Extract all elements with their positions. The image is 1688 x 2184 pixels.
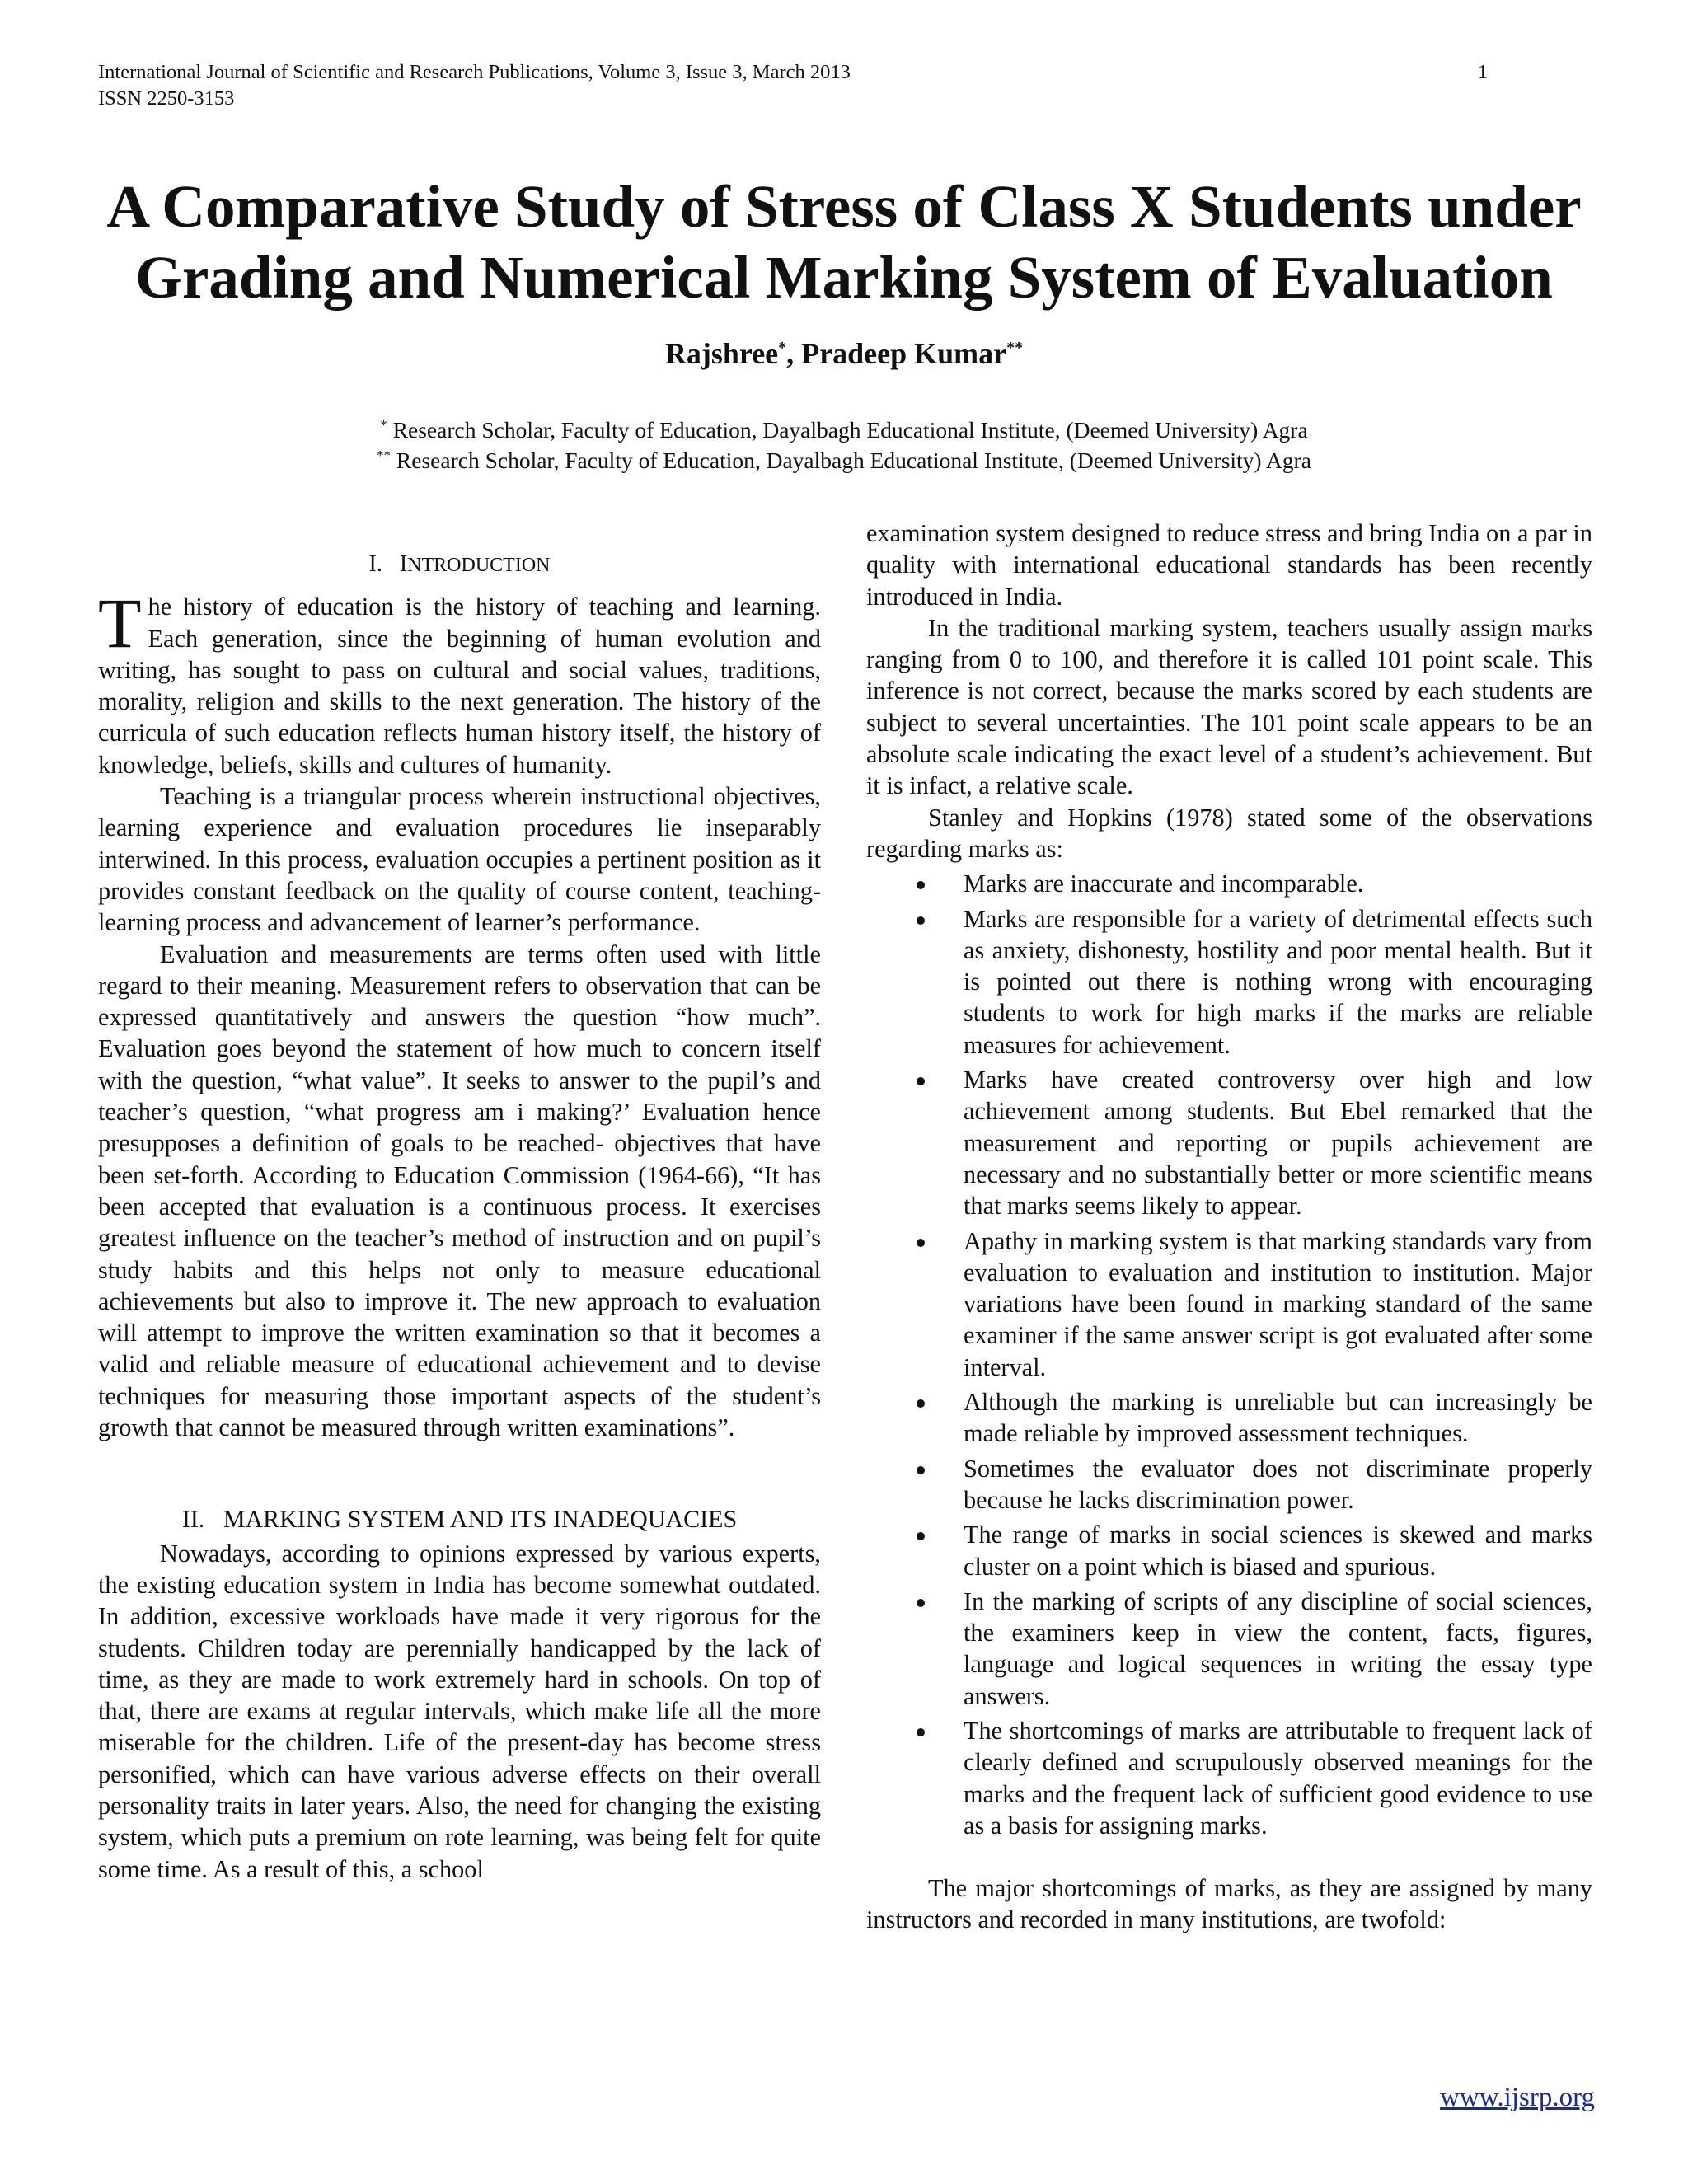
bullet-icon bbox=[917, 1599, 925, 1607]
marking-paragraph-1: Nowadays, according to opinions expressed by various experts, the existing education system in India has become somewhat outdated. In addition, excessive workloads have made it very rigorous for the students. Children today are perennially handicapped by the lack of time, as they are made to work extremely hard in schools. On top of that, there are exams at regular intervals, which make life all the more miserable for the children. Life of the present-day has become stress personified, which can have various adverse effects on their overall personality traits in later years. Also, the need for changing the existing system, which puts a premium on rote learning, was being felt for quite some time. As a result of this, a school bbox=[98, 1539, 821, 1883]
page-number: 1 bbox=[1477, 61, 1488, 83]
affiliation-1-mark: * bbox=[380, 417, 387, 433]
issn: ISSN 2250-3153 bbox=[98, 87, 235, 110]
right-column bbox=[866, 518, 1592, 1936]
affiliation-1-text: Research Scholar, Faculty of Education, Dayalbagh Educational Institute, (Deemed University) Agra bbox=[387, 417, 1308, 443]
author-list bbox=[0, 336, 1688, 371]
marking-paragraph-2: In the traditional marking system, teachers usually assign marks ranging from 0 to 100, and therefore it is called 101 point scale. This inference is not correct, because the marks scored by each students are subject to several uncertainties. The 101 point scale appears to be an absolute scale indicating the exact level of a student’s achievement. But it is infact, a relative scale. bbox=[866, 613, 1592, 800]
affiliation-2-text: Research Scholar, Faculty of Education, Dayalbagh Educational Institute, (Deemed University) Agra bbox=[391, 448, 1311, 474]
list-item: In the marking of scripts of any discipline of social sciences, the examiners keep in view the content, facts, figures, language and logical sequences in writing the essay type answers. bbox=[866, 1586, 1592, 1712]
observations-list bbox=[866, 868, 1592, 1841]
affiliation-2 bbox=[0, 448, 1688, 474]
section-1-number: I. bbox=[368, 551, 382, 577]
drop-cap: T bbox=[98, 583, 142, 663]
intro-paragraph-1 bbox=[98, 583, 821, 780]
section-2-title: MARKING SYSTEM AND ITS INADEQUACIES bbox=[223, 1506, 738, 1534]
running-header bbox=[98, 59, 851, 112]
author-2: Pradeep Kumar bbox=[801, 337, 1007, 370]
title-line-1: A Comparative Study of Stress of Class X Students under bbox=[106, 173, 1582, 240]
list-item: Marks are inaccurate and incomparable. bbox=[866, 868, 1592, 899]
author-2-mark: ** bbox=[1006, 339, 1024, 357]
affiliation-1 bbox=[0, 417, 1688, 443]
list-item: Sometimes the evaluator does not discriminate properly because he lacks discrimination power. bbox=[866, 1453, 1592, 1516]
affiliation-2-mark: ** bbox=[377, 448, 392, 463]
bullet-icon bbox=[917, 1466, 925, 1474]
section-1-title-rest: NTRODUCTION bbox=[407, 555, 551, 576]
list-item: The range of marks in social sciences is skewed and marks cluster on a point which is biased and spurious. bbox=[866, 1519, 1592, 1582]
section-2-heading bbox=[98, 1504, 821, 1535]
journal-citation: International Journal of Scientific and Research Publications, Volume 3, Issue 3, March 2013 bbox=[98, 61, 851, 83]
list-item: Marks are responsible for a variety of detrimental effects such as anxiety, dishonesty, hostility and poor mental health. But it is pointed out there is nothing wrong with encouraging students to work for high marks if the marks are reliable measures for achievement. bbox=[866, 903, 1592, 1061]
intro-paragraph-1-text: he history of education is the history of teaching and learning. Each generation, since the beginning of human evolution and writing, has sought to pass on cultural and social values, traditions, morality, religion and skills to the next generation. The history of the curricula of such education reflects human history itself, the history of knowledge, beliefs, skills and cultures of humanity. bbox=[98, 593, 821, 779]
bullet-icon bbox=[917, 881, 925, 889]
author-separator: , bbox=[786, 337, 802, 370]
intro-paragraph-2: Teaching is a triangular process wherein instructional objectives, learning experience and evaluation procedures lie inseparably interwined. In this process, evaluation occupies a pertinent position as it provides constant feedback on the quality of course content, teaching- learning process and advancement of learner’s performance. bbox=[98, 782, 821, 937]
left-column bbox=[98, 549, 821, 1885]
bullet-icon bbox=[917, 1728, 925, 1736]
bullet-icon bbox=[917, 1239, 925, 1247]
author-1-mark: * bbox=[778, 339, 787, 357]
bullet-icon bbox=[917, 1532, 925, 1540]
marking-paragraph-4: The major shortcomings of marks, as they are assigned by many instructors and recorded in many institutions, are twofold: bbox=[866, 1874, 1592, 1934]
journal-website-link[interactable]: www.ijsrp.org bbox=[1440, 2083, 1595, 2112]
intro-paragraph-3: Evaluation and measurements are terms often used with little regard to their meaning. Measurement refers to observation that can be expressed quantitatively and answers the question “how much”. Evaluation goes beyond the statement of how much to concern itself with the question, “what value”. It seeks to answer to the pupil’s and teacher’s question, “what progress am i making?’ Evaluation hence presupposes a definition of goals to be reached- objectives that have been set-forth. According to Education Commission (1964-66), “It has been accepted that evaluation is a continuous process. It exercises greatest influence on the teacher’s method of instruction and on pupil’s study habits and this helps not only to measure educational achievements but also to improve it. The new approach to evaluation will attempt to improve the written examination so that it becomes a valid and reliable measure of educational achievement and to devise techniques for measuring those important aspects of the student’s growth that cannot be measured through written examinations”. bbox=[98, 940, 821, 1442]
list-item: Marks have created controversy over high and low achievement among students. But Ebel remarked that the measurement and reporting or pupils achievement are necessary and no substantially better or more scientific means that marks seems likely to appear. bbox=[866, 1064, 1592, 1221]
bullet-icon bbox=[917, 1077, 925, 1085]
paper-title bbox=[82, 171, 1606, 313]
marking-paragraph-3: Stanley and Hopkins (1978) stated some of the observations regarding marks as: bbox=[866, 803, 1592, 863]
bullet-icon bbox=[917, 1399, 925, 1408]
author-1: Rajshree bbox=[664, 337, 779, 370]
marking-paragraph-1-continued: examination system designed to reduce stress and bring India on a par in quality with international educational standards has been recently introduced in India. bbox=[866, 519, 1592, 611]
list-item: The shortcomings of marks are attributable to frequent lack of clearly defined and scrupulously observed meanings for the marks and the frequent lack of sufficient good evidence to use as a basis for assigning marks. bbox=[866, 1715, 1592, 1841]
section-1-heading bbox=[98, 549, 821, 581]
section-1-title-first: I bbox=[399, 551, 408, 577]
title-line-2: Grading and Numerical Marking System of Evaluation bbox=[135, 244, 1553, 311]
list-item: Apathy in marking system is that marking standards vary from evaluation to evaluation and institution to institution. Major variations have been found in marking standard of the same examiner if the same answer script is got evaluated after some interval. bbox=[866, 1226, 1592, 1383]
list-item: Although the marking is unreliable but can increasingly be made reliable by improved assessment techniques. bbox=[866, 1386, 1592, 1450]
section-2-number: II. bbox=[181, 1506, 205, 1534]
bullet-icon bbox=[917, 916, 925, 925]
